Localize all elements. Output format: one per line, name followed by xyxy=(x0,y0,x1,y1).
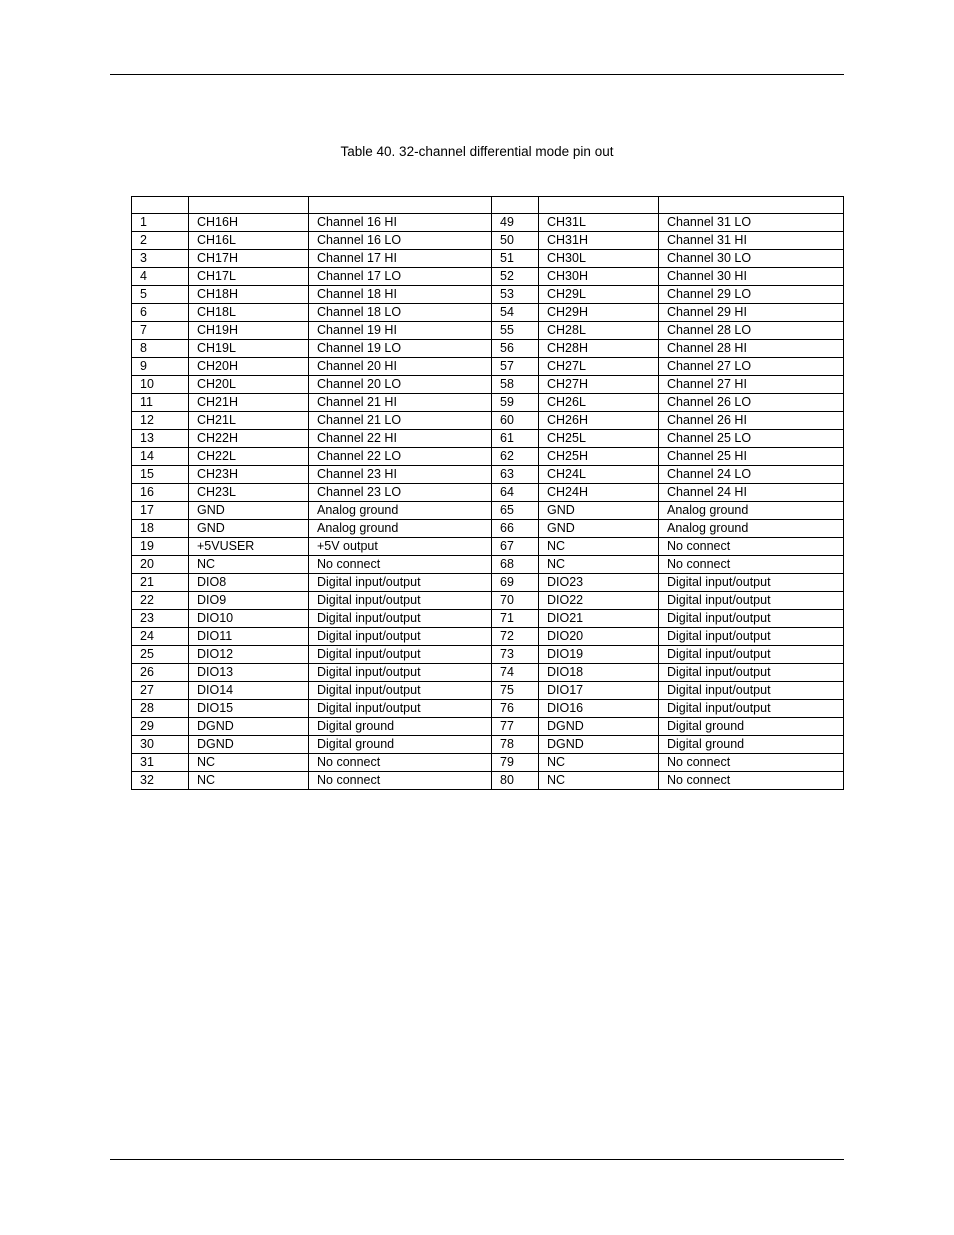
pin-number-cell: 18 xyxy=(132,520,189,538)
pin-number-cell: 21 xyxy=(132,574,189,592)
signal-name-cell: CH29H xyxy=(539,304,659,322)
pin-number-cell: 68 xyxy=(492,556,539,574)
table-row xyxy=(132,322,844,340)
table-row xyxy=(132,394,844,412)
pin-description-cell: Digital input/output xyxy=(309,628,492,646)
signal-name-cell: CH26L xyxy=(539,394,659,412)
pin-number-cell: 22 xyxy=(132,592,189,610)
pin-number-cell: 3 xyxy=(132,250,189,268)
pin-number-cell: 5 xyxy=(132,286,189,304)
pin-description-cell: Channel 21 LO xyxy=(309,412,492,430)
signal-name-cell: CH23H xyxy=(189,466,309,484)
signal-name-cell: DIO14 xyxy=(189,682,309,700)
pin-number-cell: 26 xyxy=(132,664,189,682)
pin-description-cell: Analog ground xyxy=(309,502,492,520)
table-row xyxy=(132,592,844,610)
pin-number-cell: 23 xyxy=(132,610,189,628)
pin-description-cell: Digital input/output xyxy=(309,682,492,700)
pin-number-cell: 50 xyxy=(492,232,539,250)
signal-name-cell: CH30H xyxy=(539,268,659,286)
signal-name-cell: CH28L xyxy=(539,322,659,340)
header-cell-pin xyxy=(132,197,189,214)
pin-description-cell: Analog ground xyxy=(659,520,844,538)
signal-name-cell: DIO22 xyxy=(539,592,659,610)
table-row xyxy=(132,376,844,394)
signal-name-cell: DIO17 xyxy=(539,682,659,700)
pin-number-cell: 59 xyxy=(492,394,539,412)
signal-name-cell: DIO9 xyxy=(189,592,309,610)
signal-name-cell: NC xyxy=(539,772,659,790)
pin-number-cell: 57 xyxy=(492,358,539,376)
pin-number-cell: 58 xyxy=(492,376,539,394)
signal-name-cell: DIO23 xyxy=(539,574,659,592)
signal-name-cell: CH27L xyxy=(539,358,659,376)
pin-number-cell: 14 xyxy=(132,448,189,466)
pin-number-cell: 76 xyxy=(492,700,539,718)
pin-description-cell: Channel 25 HI xyxy=(659,448,844,466)
pin-description-cell: Channel 29 HI xyxy=(659,304,844,322)
pin-number-cell: 15 xyxy=(132,466,189,484)
table-row xyxy=(132,358,844,376)
pin-description-cell: Channel 16 HI xyxy=(309,214,492,232)
pin-number-cell: 73 xyxy=(492,646,539,664)
pin-description-cell: Channel 22 HI xyxy=(309,430,492,448)
pin-description-cell: Channel 20 LO xyxy=(309,376,492,394)
table-row xyxy=(132,664,844,682)
pin-description-cell: Channel 18 HI xyxy=(309,286,492,304)
table-header-row xyxy=(132,197,844,214)
signal-name-cell: NC xyxy=(189,772,309,790)
signal-name-cell: CH28H xyxy=(539,340,659,358)
signal-name-cell: CH21L xyxy=(189,412,309,430)
table-row xyxy=(132,484,844,502)
pin-description-cell: Channel 28 HI xyxy=(659,340,844,358)
pin-number-cell: 61 xyxy=(492,430,539,448)
pin-description-cell: Channel 24 HI xyxy=(659,484,844,502)
footer-rule xyxy=(110,1159,844,1160)
signal-name-cell: CH23L xyxy=(189,484,309,502)
table-row xyxy=(132,646,844,664)
pin-description-cell: Digital input/output xyxy=(659,610,844,628)
pin-description-cell: Digital input/output xyxy=(659,700,844,718)
table-row xyxy=(132,502,844,520)
pin-description-cell: Digital input/output xyxy=(309,592,492,610)
pin-number-cell: 67 xyxy=(492,538,539,556)
table-row xyxy=(132,736,844,754)
table-row xyxy=(132,628,844,646)
pin-number-cell: 2 xyxy=(132,232,189,250)
pin-number-cell: 64 xyxy=(492,484,539,502)
pin-number-cell: 20 xyxy=(132,556,189,574)
signal-name-cell: GND xyxy=(539,502,659,520)
signal-name-cell: CH16L xyxy=(189,232,309,250)
signal-name-cell: DIO16 xyxy=(539,700,659,718)
pin-description-cell: Channel 28 LO xyxy=(659,322,844,340)
signal-name-cell: DIO18 xyxy=(539,664,659,682)
pin-description-cell: Channel 26 HI xyxy=(659,412,844,430)
signal-name-cell: DGND xyxy=(189,718,309,736)
pin-number-cell: 8 xyxy=(132,340,189,358)
signal-name-cell: NC xyxy=(189,754,309,772)
table-row xyxy=(132,232,844,250)
signal-name-cell: CH24L xyxy=(539,466,659,484)
pin-description-cell: Channel 17 LO xyxy=(309,268,492,286)
pin-description-cell: No connect xyxy=(309,772,492,790)
table-row xyxy=(132,682,844,700)
pin-number-cell: 10 xyxy=(132,376,189,394)
table-row xyxy=(132,448,844,466)
pin-number-cell: 66 xyxy=(492,520,539,538)
pin-number-cell: 72 xyxy=(492,628,539,646)
pin-number-cell: 52 xyxy=(492,268,539,286)
pin-number-cell: 51 xyxy=(492,250,539,268)
signal-name-cell: DIO8 xyxy=(189,574,309,592)
table-row xyxy=(132,772,844,790)
signal-name-cell: DIO11 xyxy=(189,628,309,646)
table-row xyxy=(132,610,844,628)
pin-number-cell: 16 xyxy=(132,484,189,502)
signal-name-cell: +5VUSER xyxy=(189,538,309,556)
pin-number-cell: 27 xyxy=(132,682,189,700)
signal-name-cell: CH22L xyxy=(189,448,309,466)
signal-name-cell: CH29L xyxy=(539,286,659,304)
header-cell-signal xyxy=(189,197,309,214)
table-caption: Table 40. 32-channel differential mode pin out xyxy=(340,144,614,159)
pin-number-cell: 12 xyxy=(132,412,189,430)
table-row xyxy=(132,340,844,358)
pin-number-cell: 53 xyxy=(492,286,539,304)
signal-name-cell: DIO20 xyxy=(539,628,659,646)
table-row xyxy=(132,754,844,772)
pin-number-cell: 62 xyxy=(492,448,539,466)
pin-number-cell: 28 xyxy=(132,700,189,718)
signal-name-cell: CH21H xyxy=(189,394,309,412)
table-row xyxy=(132,286,844,304)
pin-description-cell: Digital input/output xyxy=(659,628,844,646)
pin-number-cell: 80 xyxy=(492,772,539,790)
pin-description-cell: Channel 26 LO xyxy=(659,394,844,412)
pin-number-cell: 77 xyxy=(492,718,539,736)
pin-description-cell: Digital input/output xyxy=(659,682,844,700)
pin-number-cell: 69 xyxy=(492,574,539,592)
signal-name-cell: CH31H xyxy=(539,232,659,250)
pin-number-cell: 70 xyxy=(492,592,539,610)
signal-name-cell: CH19H xyxy=(189,322,309,340)
pin-number-cell: 7 xyxy=(132,322,189,340)
signal-name-cell: CH18H xyxy=(189,286,309,304)
signal-name-cell: NC xyxy=(189,556,309,574)
pin-description-cell: Channel 17 HI xyxy=(309,250,492,268)
pin-description-cell: Channel 21 HI xyxy=(309,394,492,412)
pin-number-cell: 24 xyxy=(132,628,189,646)
table-row xyxy=(132,538,844,556)
signal-name-cell: CH17L xyxy=(189,268,309,286)
pin-number-cell: 74 xyxy=(492,664,539,682)
signal-name-cell: CH16H xyxy=(189,214,309,232)
pin-number-cell: 56 xyxy=(492,340,539,358)
pin-number-cell: 71 xyxy=(492,610,539,628)
signal-name-cell: CH27H xyxy=(539,376,659,394)
pin-number-cell: 65 xyxy=(492,502,539,520)
pin-description-cell: No connect xyxy=(659,754,844,772)
signal-name-cell: DIO13 xyxy=(189,664,309,682)
signal-name-cell: DGND xyxy=(539,718,659,736)
pin-description-cell: Channel 19 HI xyxy=(309,322,492,340)
pin-description-cell: Channel 22 LO xyxy=(309,448,492,466)
pin-description-cell: No connect xyxy=(659,556,844,574)
pin-description-cell: Digital input/output xyxy=(309,664,492,682)
pin-description-cell: Digital input/output xyxy=(309,646,492,664)
pin-description-cell: +5V output xyxy=(309,538,492,556)
table-row xyxy=(132,700,844,718)
signal-name-cell: DIO15 xyxy=(189,700,309,718)
header-rule xyxy=(110,74,844,75)
pin-number-cell: 32 xyxy=(132,772,189,790)
signal-name-cell: CH20L xyxy=(189,376,309,394)
table-row xyxy=(132,214,844,232)
pin-number-cell: 6 xyxy=(132,304,189,322)
pin-number-cell: 60 xyxy=(492,412,539,430)
pin-description-cell: No connect xyxy=(309,754,492,772)
table-row xyxy=(132,430,844,448)
pin-number-cell: 17 xyxy=(132,502,189,520)
table-row xyxy=(132,574,844,592)
signal-name-cell: DGND xyxy=(189,736,309,754)
signal-name-cell: CH18L xyxy=(189,304,309,322)
pin-description-cell: Digital input/output xyxy=(659,592,844,610)
signal-name-cell: NC xyxy=(539,754,659,772)
pin-number-cell: 49 xyxy=(492,214,539,232)
pin-number-cell: 4 xyxy=(132,268,189,286)
pin-description-cell: Channel 16 LO xyxy=(309,232,492,250)
pin-description-cell: Analog ground xyxy=(309,520,492,538)
pin-description-cell: Channel 24 LO xyxy=(659,466,844,484)
signal-name-cell: CH20H xyxy=(189,358,309,376)
pin-description-cell: Digital input/output xyxy=(659,574,844,592)
signal-name-cell: GND xyxy=(189,502,309,520)
pin-description-cell: Channel 29 LO xyxy=(659,286,844,304)
pin-description-cell: Channel 18 LO xyxy=(309,304,492,322)
pin-description-cell: Digital ground xyxy=(309,736,492,754)
pin-description-cell: Channel 31 HI xyxy=(659,232,844,250)
pin-description-cell: Channel 19 LO xyxy=(309,340,492,358)
pin-number-cell: 55 xyxy=(492,322,539,340)
table-header xyxy=(132,197,844,214)
signal-name-cell: CH26H xyxy=(539,412,659,430)
pin-number-cell: 79 xyxy=(492,754,539,772)
pin-number-cell: 30 xyxy=(132,736,189,754)
table-row xyxy=(132,466,844,484)
signal-name-cell: DIO12 xyxy=(189,646,309,664)
pin-number-cell: 75 xyxy=(492,682,539,700)
pin-number-cell: 11 xyxy=(132,394,189,412)
pin-number-cell: 31 xyxy=(132,754,189,772)
pin-description-cell: Channel 31 LO xyxy=(659,214,844,232)
table-row xyxy=(132,268,844,286)
signal-name-cell: CH25L xyxy=(539,430,659,448)
pin-description-cell: No connect xyxy=(659,538,844,556)
pin-description-cell: Channel 23 LO xyxy=(309,484,492,502)
table-row xyxy=(132,304,844,322)
pin-description-cell: No connect xyxy=(309,556,492,574)
signal-name-cell: CH31L xyxy=(539,214,659,232)
pin-number-cell: 13 xyxy=(132,430,189,448)
table-row xyxy=(132,520,844,538)
table-row xyxy=(132,718,844,736)
pin-description-cell: Digital input/output xyxy=(309,700,492,718)
pin-description-cell: Channel 27 HI xyxy=(659,376,844,394)
pin-description-cell: Channel 30 LO xyxy=(659,250,844,268)
pin-description-cell: Digital ground xyxy=(309,718,492,736)
signal-name-cell: CH25H xyxy=(539,448,659,466)
pin-description-cell: No connect xyxy=(659,772,844,790)
pin-number-cell: 19 xyxy=(132,538,189,556)
pin-description-cell: Digital ground xyxy=(659,718,844,736)
pin-description-cell: Digital ground xyxy=(659,736,844,754)
signal-name-cell: CH24H xyxy=(539,484,659,502)
table-row xyxy=(132,412,844,430)
pin-number-cell: 1 xyxy=(132,214,189,232)
table-body xyxy=(132,214,844,790)
signal-name-cell: NC xyxy=(539,556,659,574)
pin-description-cell: Analog ground xyxy=(659,502,844,520)
header-cell-signal-2 xyxy=(539,197,659,214)
pin-description-cell: Channel 25 LO xyxy=(659,430,844,448)
signal-name-cell: GND xyxy=(539,520,659,538)
pin-description-cell: Digital input/output xyxy=(659,664,844,682)
pin-description-cell: Digital input/output xyxy=(309,574,492,592)
signal-name-cell: DIO21 xyxy=(539,610,659,628)
header-cell-description-2 xyxy=(659,197,844,214)
header-cell-pin-2 xyxy=(492,197,539,214)
pin-description-cell: Channel 23 HI xyxy=(309,466,492,484)
header-cell-description xyxy=(309,197,492,214)
pin-number-cell: 25 xyxy=(132,646,189,664)
signal-name-cell: CH30L xyxy=(539,250,659,268)
pinout-table xyxy=(131,196,844,790)
signal-name-cell: CH17H xyxy=(189,250,309,268)
signal-name-cell: DIO10 xyxy=(189,610,309,628)
pin-number-cell: 63 xyxy=(492,466,539,484)
pin-description-cell: Channel 27 LO xyxy=(659,358,844,376)
pin-number-cell: 78 xyxy=(492,736,539,754)
pin-description-cell: Digital input/output xyxy=(309,610,492,628)
signal-name-cell: NC xyxy=(539,538,659,556)
signal-name-cell: CH19L xyxy=(189,340,309,358)
pin-description-cell: Digital input/output xyxy=(659,646,844,664)
pin-number-cell: 9 xyxy=(132,358,189,376)
pin-description-cell: Channel 30 HI xyxy=(659,268,844,286)
signal-name-cell: CH22H xyxy=(189,430,309,448)
signal-name-cell: DIO19 xyxy=(539,646,659,664)
pin-number-cell: 54 xyxy=(492,304,539,322)
pin-description-cell: Channel 20 HI xyxy=(309,358,492,376)
pin-number-cell: 29 xyxy=(132,718,189,736)
table-row xyxy=(132,556,844,574)
signal-name-cell: DGND xyxy=(539,736,659,754)
table-row xyxy=(132,250,844,268)
signal-name-cell: GND xyxy=(189,520,309,538)
